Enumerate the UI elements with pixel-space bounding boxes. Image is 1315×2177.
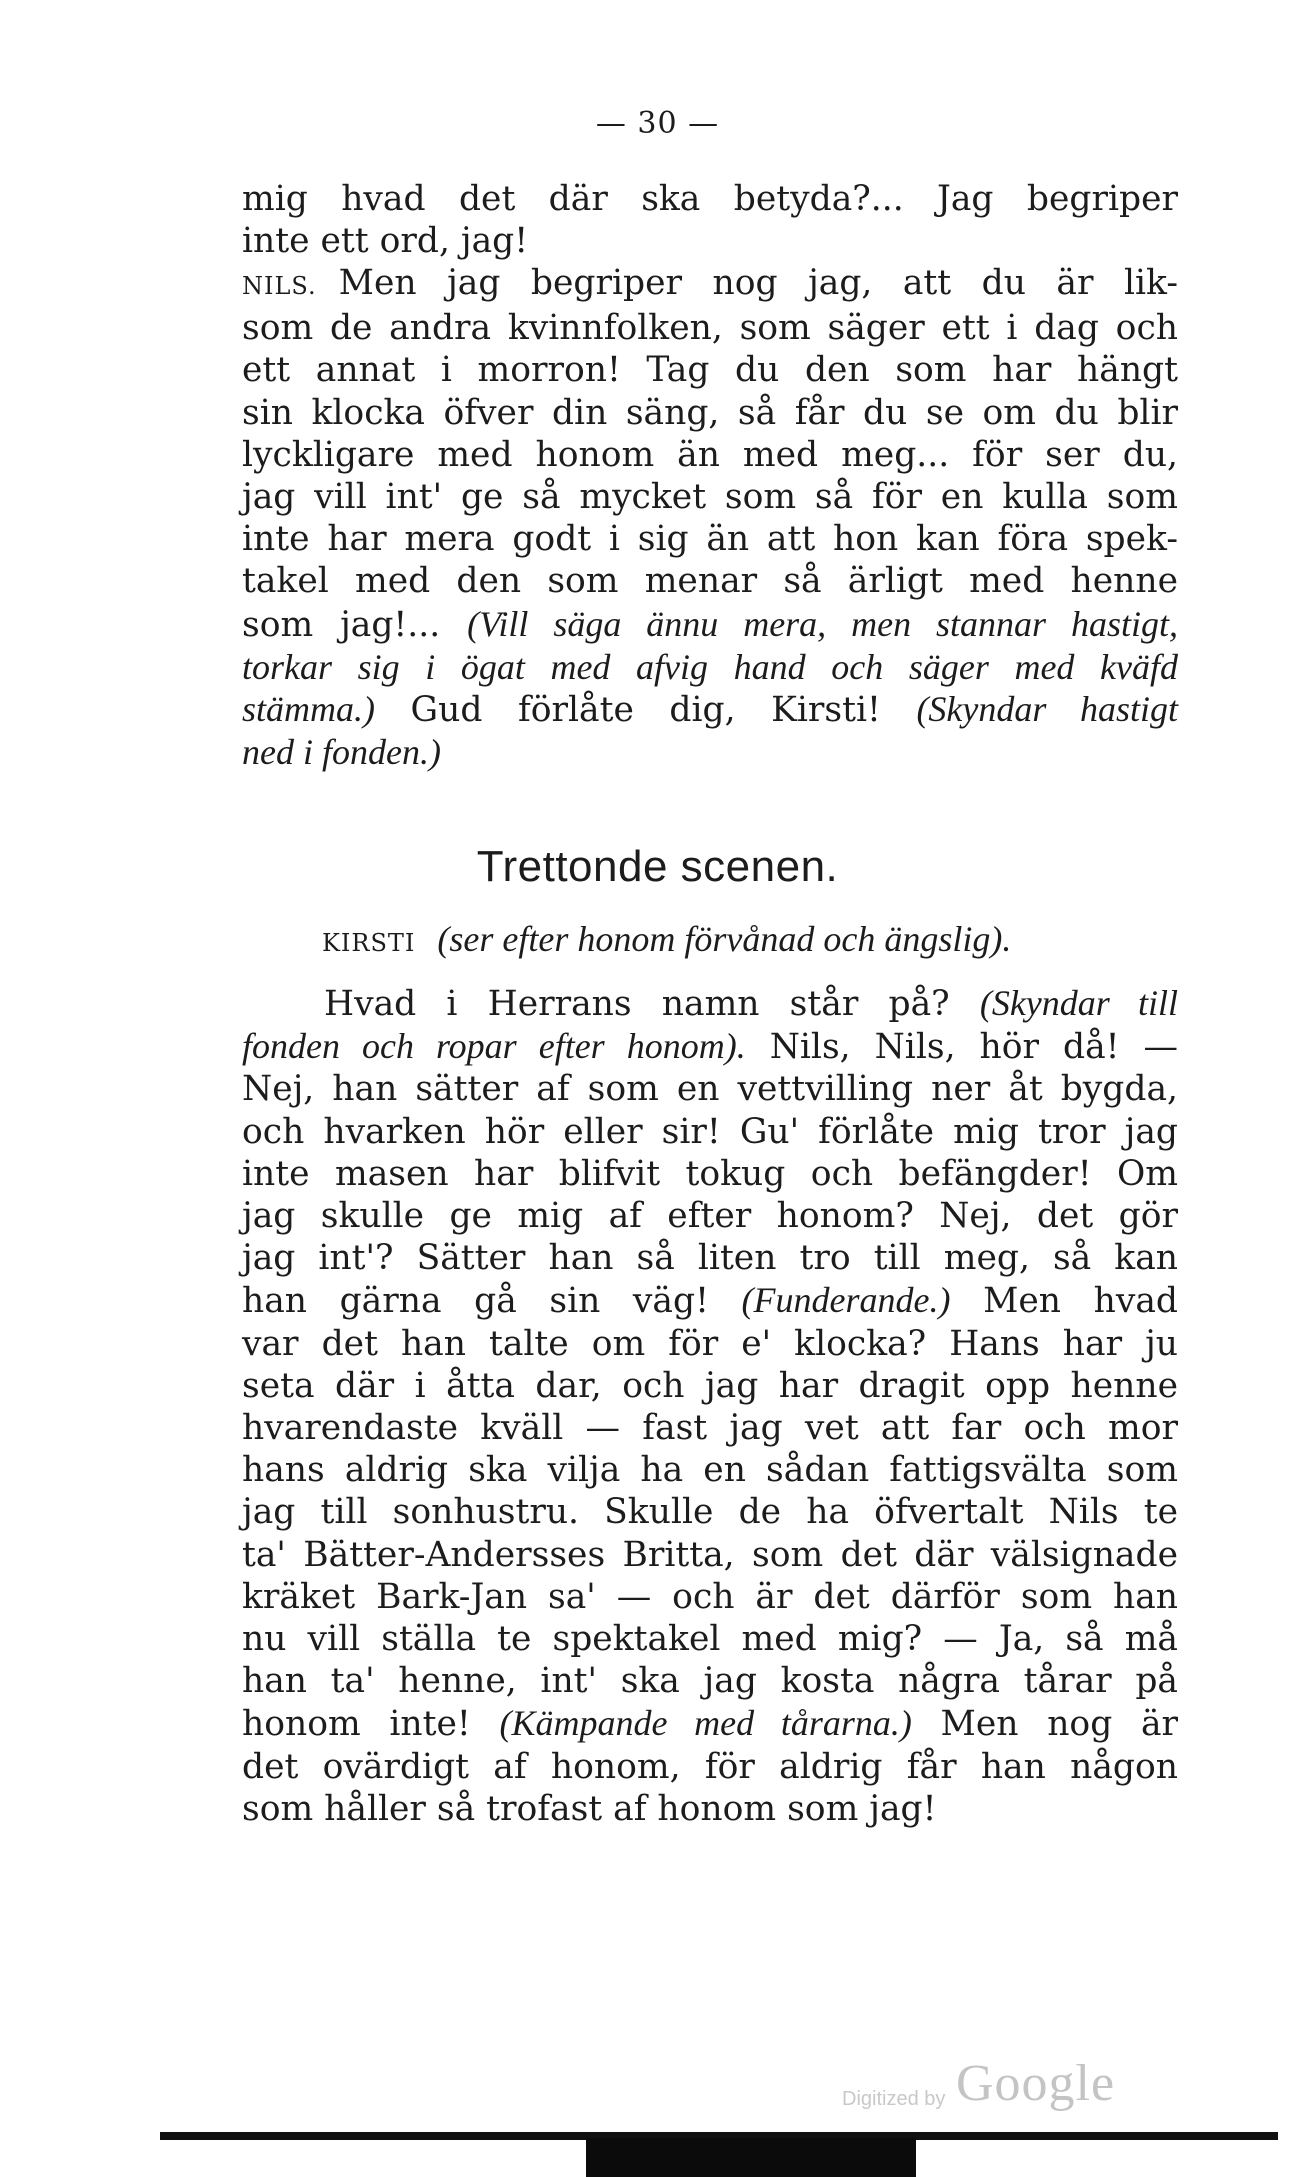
stage-direction: (Vill säga ännu mera, men stannar hastigt, (467, 603, 1178, 644)
stage-direction: (ser efter honom förvånad och ängslig). (437, 919, 1012, 959)
text-fragment: Gud förlåte dig, Kirsti! (375, 690, 917, 731)
text-line: seta där i åtta dar, och jag har dragit opp henne (242, 1365, 1178, 1406)
stage-direction: torkar sig i ögat med afvig hand och säger med kväfd (242, 646, 1178, 687)
page-number: — 30 — (595, 106, 720, 141)
text-fragment: Men hvad (950, 1281, 1178, 1322)
digitized-by-label: Digitized by (842, 2088, 946, 2110)
stage-direction: ned i fonden.) (242, 732, 441, 773)
text-line (242, 603, 1178, 646)
speaker-name: KIRSTI (322, 929, 416, 957)
stage-direction: (Skyndar hastigt (916, 689, 1178, 730)
kirsti-speech (242, 982, 1178, 1830)
text-line: ett annat i morron! Tag du den som har hängt (242, 350, 1178, 391)
stage-direction: (Skyndar till (979, 983, 1179, 1023)
text-line (242, 982, 1178, 1025)
text-line: han ta' henne, int' ska jag kosta några tårar på (242, 1661, 1178, 1702)
text-line: sin klocka öfver din säng, så får du se om du blir (242, 392, 1178, 433)
text-line: jag skulle ge mig af efter honom? Nej, det gör (242, 1196, 1178, 1237)
text-fragment: Nils, Nils, hör då! — (745, 1027, 1179, 1068)
text-line (242, 1279, 1178, 1322)
text-line: hvarendaste kväll — fast jag vet att far och mor (242, 1408, 1178, 1449)
text-fragment: honom inte! (242, 1704, 500, 1745)
text-fragment: som jag!... (242, 604, 468, 645)
text-line: inte ett ord, jag! (242, 221, 529, 262)
stage-direction: stämma.) (242, 689, 375, 730)
text-line (242, 1025, 1178, 1068)
text-fragment: Hvad i Herrans namn står på? (324, 984, 980, 1024)
text-line: Nej, han sätter af som en vettvilling ner åt bygda, (242, 1069, 1178, 1110)
text-line: som de andra kvinnfolken, som säger ett i dag och (242, 308, 1178, 349)
text-line: mig hvad det där ska betyda?... Jag begriper (242, 179, 1178, 219)
text-line: var det han talte om för e' klocka? Hans har ju (242, 1323, 1178, 1364)
google-watermark: Google (956, 2055, 1116, 2112)
text-line: det ovärdigt af honom, för aldrig får han någon (242, 1746, 1178, 1787)
text-line: inte har mera godt i sig än att hon kan föra spek- (242, 519, 1178, 560)
text-fragment: han gärna gå sin väg! (242, 1281, 742, 1322)
text-line: nu vill ställa te spektakel med mig? — Ja, så må (242, 1619, 1178, 1660)
text-line: som håller så trofast af honom som jag! (242, 1788, 937, 1829)
text-line: och hvarken hör eller sir! Gu' förlåte mig tror jag (242, 1111, 1178, 1152)
text-line (242, 262, 1178, 307)
text-line: ta' Bätter-Andersses Britta, som det där välsignade (242, 1534, 1178, 1575)
scene-heading: Trettonde scenen. (476, 842, 839, 891)
text-line: jag vill int' ge så mycket som så för en kulla som (242, 477, 1178, 518)
text-line: jag int'? Sätter han så liten tro till meg, så kan (242, 1238, 1178, 1279)
text-line: hans aldrig ska vilja ha en sådan fattigsvälta som (242, 1450, 1178, 1491)
text-line (242, 1702, 1178, 1745)
text-fragment: Men nog är (911, 1704, 1179, 1745)
text-line: inte masen har blifvit tokug och befängder! Om (242, 1153, 1178, 1194)
text-line: kräket Bark-Jan sa' — och är det därför som han (242, 1576, 1178, 1617)
paragraph-continuation (242, 178, 1178, 262)
stage-direction: (Funderande.) (741, 1280, 951, 1321)
stage-direction: fonden och ropar efter honom). (242, 1026, 746, 1067)
nils-speech (242, 262, 1178, 773)
text-line (242, 688, 1178, 731)
text-line: jag till sonhustru. Skulle de ha öfvertalt Nils te (242, 1492, 1178, 1533)
text-line: lyckligare med honom än med meg... för ser du, (242, 434, 1178, 475)
kirsti-speaker-line (322, 918, 1011, 960)
stage-direction: (Kämpande med tårarna.) (499, 1703, 912, 1744)
speaker-name: NILS. (242, 272, 317, 300)
text-fragment: Men jag begriper nog jag, att du är lik- (338, 263, 1178, 303)
text-line: takel med den som menar så ärligt med henne (242, 561, 1178, 602)
scan-edge-block (586, 2138, 916, 2177)
